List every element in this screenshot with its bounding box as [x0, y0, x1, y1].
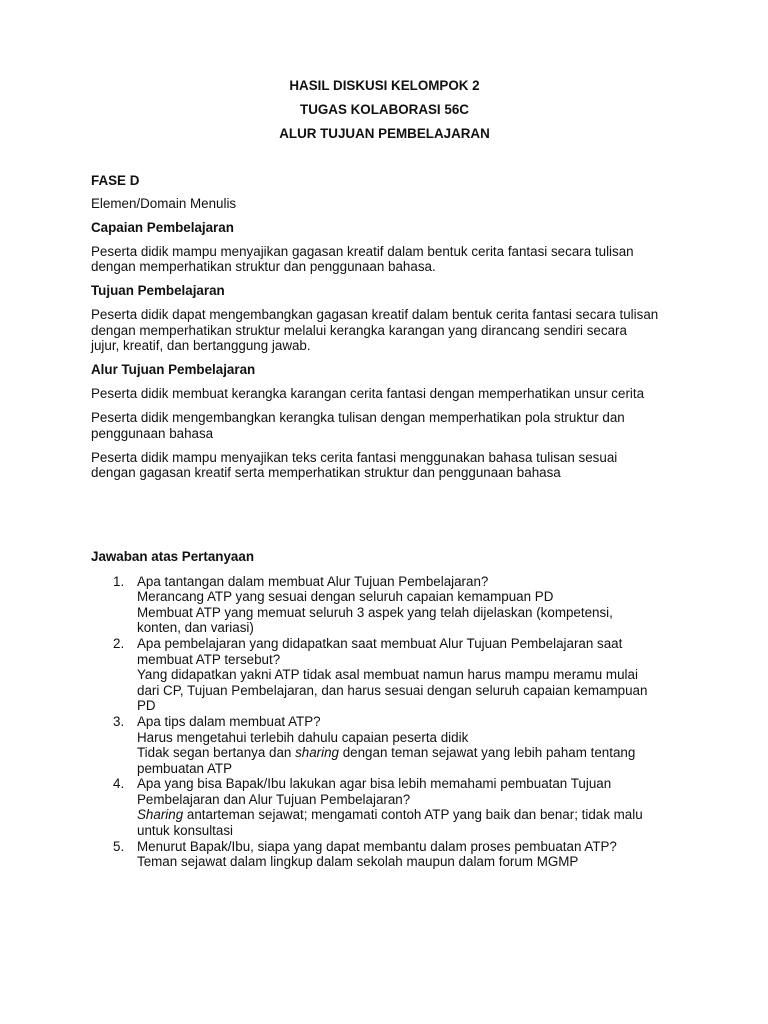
tujuan-paragraph	[91, 307, 688, 354]
answer-text: Teman sejawat dalam lingkup dalam sekolah maupun dalam forum MGMP	[137, 854, 579, 870]
list-number: 1.	[113, 573, 125, 589]
tujuan-section	[91, 283, 688, 354]
alur-paragraph-3	[91, 450, 688, 481]
answer-text: dari CP, Tujuan Pembelajaran, dan harus sesuai dengan seluruh capaian kemampuan	[137, 682, 648, 698]
answer-text	[137, 807, 688, 823]
answer-emphasis: sharing	[295, 745, 339, 761]
alur-line: Peserta didik mengembangkan kerangka tulisan dengan memperhatikan pola struktur dan	[91, 410, 625, 426]
answer-text	[137, 745, 688, 761]
jawaban-heading: Jawaban atas Pertanyaan	[91, 548, 255, 564]
capaian-paragraph	[91, 244, 688, 275]
list-item	[91, 776, 688, 838]
tujuan-line: jujur, kreatif, dan bertanggung jawab.	[91, 338, 311, 354]
list-item	[91, 839, 688, 870]
alur-line: Peserta didik mampu menyajikan teks cerita fantasi menggunakan bahasa tulisan sesuai	[91, 449, 618, 465]
answer-fragment: Tidak segan bertanya dan	[137, 745, 296, 761]
jawaban-section	[91, 549, 688, 870]
alur-paragraph-2	[91, 410, 688, 441]
question-text: Apa tips dalam membuat ATP?	[137, 713, 321, 729]
tujuan-heading: Tujuan Pembelajaran	[91, 283, 225, 299]
answer-text: Merancang ATP yang sesuai dengan seluruh capaian kemampuan PD	[137, 589, 554, 605]
qa-list	[91, 574, 688, 870]
alur-heading: Alur Tujuan Pembelajaran	[91, 361, 256, 377]
question-text: Menurut Bapak/Ibu, siapa yang dapat membantu dalam proses pembuatan ATP?	[137, 838, 617, 854]
answer-text: konten, dan variasi)	[137, 620, 254, 636]
elemen-text: Elemen/Domain Menulis	[91, 196, 237, 212]
list-number: 2.	[113, 635, 125, 651]
answer-fragment: antarteman sejawat; mengamati contoh ATP yang baik dan benar; tidak malu	[183, 807, 643, 823]
answer-text: Membuat ATP yang memuat seluruh 3 aspek yang telah dijelaskan (kompetensi,	[137, 604, 613, 620]
list-number: 3.	[113, 713, 125, 729]
question-text: Pembelajaran dan Alur Tujuan Pembelajaran?	[137, 791, 411, 807]
tujuan-line: dengan memperhatikan struktur melalui kerangka karangan yang dirancang sendiri secara	[91, 322, 627, 338]
tujuan-line: Peserta didik dapat mengembangkan gagasan kreatif dalam bentuk cerita fantasi secara tulisan	[91, 307, 659, 323]
answer-text: untuk konsultasi	[137, 823, 234, 839]
list-item	[91, 636, 688, 714]
question-text: Apa yang bisa Bapak/Ibu lakukan agar bisa lebih memahami pembuatan Tujuan	[137, 776, 612, 792]
answer-text: PD	[137, 698, 156, 714]
list-number: 4.	[113, 776, 125, 792]
answer-text: pembuatan ATP	[137, 760, 233, 776]
title-line-2: TUGAS KOLABORASI 56C	[300, 101, 469, 117]
list-item	[91, 574, 688, 636]
title-line-3: ALUR TUJUAN PEMBELAJARAN	[279, 125, 490, 141]
list-item	[91, 714, 688, 776]
list-number: 5.	[113, 838, 125, 854]
capaian-section	[91, 220, 688, 275]
fase-heading: FASE D	[91, 172, 140, 188]
alur-line: penggunaan bahasa	[91, 425, 214, 441]
alur-section	[91, 362, 688, 481]
alur-line: Peserta didik membuat kerangka karangan cerita fantasi dengan memperhatikan unsur cerita	[91, 386, 645, 401]
title-block	[81, 78, 688, 142]
question-text: Apa tantangan dalam membuat Alur Tujuan Pembelajaran?	[137, 573, 489, 589]
alur-paragraph-1	[91, 386, 688, 402]
answer-emphasis: Sharing	[137, 807, 184, 823]
capaian-line: Peserta didik mampu menyajikan gagasan kreatif dalam bentuk cerita fantasi secara tulisan	[91, 243, 634, 259]
answer-text: Harus mengetahui terlebih dahulu capaian peserta didik	[137, 729, 469, 745]
alur-line: dengan gagasan kreatif serta memperhatikan struktur dan penggunaan bahasa	[91, 465, 561, 481]
question-text: Apa pembelajaran yang didapatkan saat membuat Alur Tujuan Pembelajaran saat	[137, 635, 623, 651]
capaian-heading: Capaian Pembelajaran	[91, 219, 234, 235]
answer-fragment: dengan teman sejawat yang lebih paham tentang	[339, 745, 636, 761]
title-line-1: HASIL DISKUSI KELOMPOK 2	[289, 78, 480, 93]
question-text: membuat ATP tersebut?	[137, 651, 281, 667]
answer-text: Yang didapatkan yakni ATP tidak asal membuat namun harus mampu meramu mulai	[137, 667, 638, 683]
capaian-line: dengan memperhatikan struktur dan penggunaan bahasa.	[91, 259, 436, 275]
